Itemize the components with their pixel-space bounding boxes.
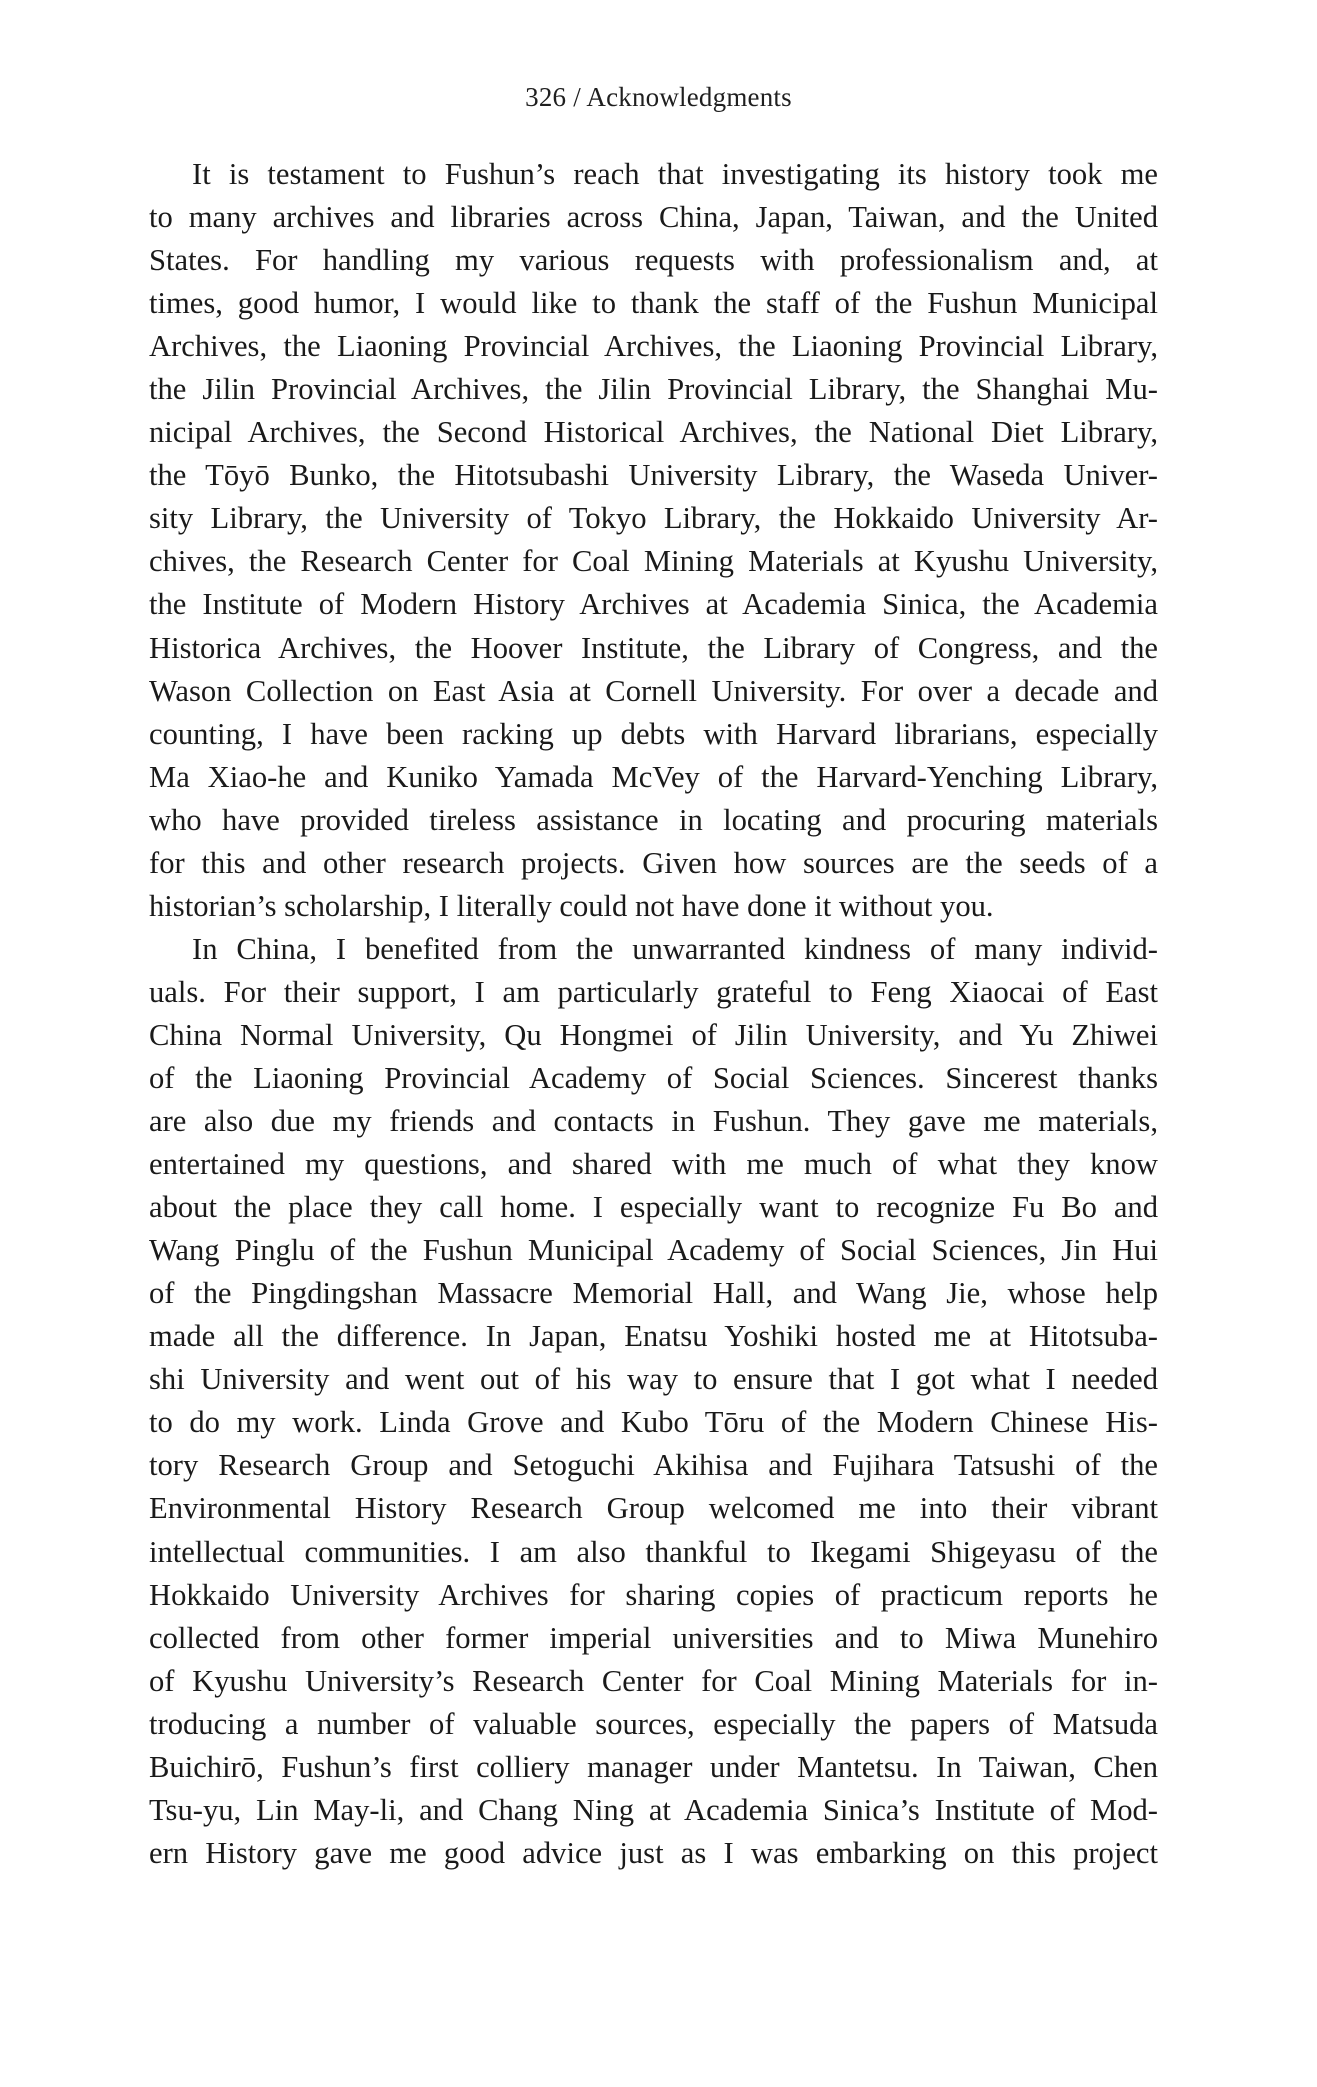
text-line: to do my work. Linda Grove and Kubo Tōru of the Modern Chinese His- (149, 1405, 1158, 1440)
text-line: Tsu-yu, Lin May-li, and Chang Ning at Academia Sinica’s Institute of Mod- (149, 1792, 1158, 1827)
text-line: Wason Collection on East Asia at Cornell University. For over a decade and (149, 673, 1158, 708)
text-line: chives, the Research Center for Coal Mining Materials at Kyushu University, (149, 544, 1158, 579)
text-line: Buichirō, Fushun’s first colliery manager under Mantetsu. In Taiwan, Chen (149, 1749, 1158, 1784)
text-line: China Normal University, Qu Hongmei of Jilin University, and Yu Zhiwei (149, 1017, 1158, 1052)
body-text (149, 153, 1158, 1875)
text-line: of the Liaoning Provincial Academy of Social Sciences. Sincerest thanks (149, 1060, 1158, 1095)
text-line: times, good humor, I would like to thank the staff of the Fushun Municipal (149, 286, 1158, 321)
text-line: who have provided tireless assistance in locating and procuring materials (149, 802, 1158, 837)
text-line: for this and other research projects. Given how sources are the seeds of a (149, 845, 1158, 880)
text-line: made all the difference. In Japan, Enatsu Yoshiki hosted me at Hitotsuba- (149, 1319, 1158, 1354)
text-line: historian’s scholarship, I literally could not have done it without you. (149, 888, 994, 923)
text-line: counting, I have been racking up debts with Harvard librarians, especially (149, 716, 1158, 751)
text-line: ern History gave me good advice just as I was embarking on this project (149, 1835, 1158, 1870)
text-line: Ma Xiao-he and Kuniko Yamada McVey of the Harvard-Yenching Library, (149, 759, 1158, 794)
text-line: Historica Archives, the Hoover Institute, the Library of Congress, and the (149, 630, 1158, 665)
text-line: States. For handling my various requests with professionalism and, at (149, 243, 1158, 278)
text-line: the Institute of Modern History Archives at Academia Sinica, the Academia (149, 587, 1158, 622)
text-line: Wang Pinglu of the Fushun Municipal Academy of Social Sciences, Jin Hui (149, 1233, 1158, 1268)
text-line: sity Library, the University of Tokyo Library, the Hokkaido University Ar- (149, 501, 1158, 536)
paragraph-china-japan-taiwan (149, 928, 1158, 1875)
text-line: Archives, the Liaoning Provincial Archives, the Liaoning Provincial Library, (149, 329, 1158, 364)
text-line: entertained my questions, and shared with me much of what they know (149, 1147, 1158, 1182)
text-line: are also due my friends and contacts in Fushun. They gave me materials, (149, 1104, 1158, 1139)
text-line: of Kyushu University’s Research Center for Coal Mining Materials for in- (149, 1663, 1158, 1698)
running-head: 326 / Acknowledgments (525, 82, 792, 112)
text-line: the Tōyō Bunko, the Hitotsubashi University Library, the Waseda Univer- (149, 458, 1158, 493)
text-line: troducing a number of valuable sources, especially the papers of Matsuda (149, 1706, 1158, 1741)
text-line: In China, I benefited from the unwarranted kindness of many individ- (192, 931, 1158, 966)
text-line: intellectual communities. I am also thankful to Ikegami Shigeyasu of the (149, 1534, 1158, 1569)
text-line: shi University and went out of his way to ensure that I got what I needed (149, 1362, 1158, 1397)
text-line: the Jilin Provincial Archives, the Jilin Provincial Library, the Shanghai Mu- (149, 372, 1158, 407)
text-line: about the place they call home. I especially want to recognize Fu Bo and (149, 1190, 1158, 1225)
text-line: of the Pingdingshan Massacre Memorial Hall, and Wang Jie, whose help (149, 1276, 1158, 1311)
text-line: to many archives and libraries across China, Japan, Taiwan, and the United (149, 200, 1158, 235)
text-line: tory Research Group and Setoguchi Akihisa and Fujihara Tatsushi of the (149, 1448, 1158, 1483)
text-line: collected from other former imperial universities and to Miwa Munehiro (149, 1620, 1158, 1655)
text-line: uals. For their support, I am particularly grateful to Feng Xiaocai of East (149, 974, 1158, 1009)
text-line: It is testament to Fushun’s reach that investigating its history took me (192, 157, 1158, 191)
text-line: Environmental History Research Group welcomed me into their vibrant (149, 1491, 1158, 1526)
text-line: nicipal Archives, the Second Historical Archives, the National Diet Library, (149, 415, 1158, 450)
paragraph-archives (149, 153, 1158, 928)
text-line: Hokkaido University Archives for sharing copies of practicum reports he (149, 1577, 1158, 1612)
